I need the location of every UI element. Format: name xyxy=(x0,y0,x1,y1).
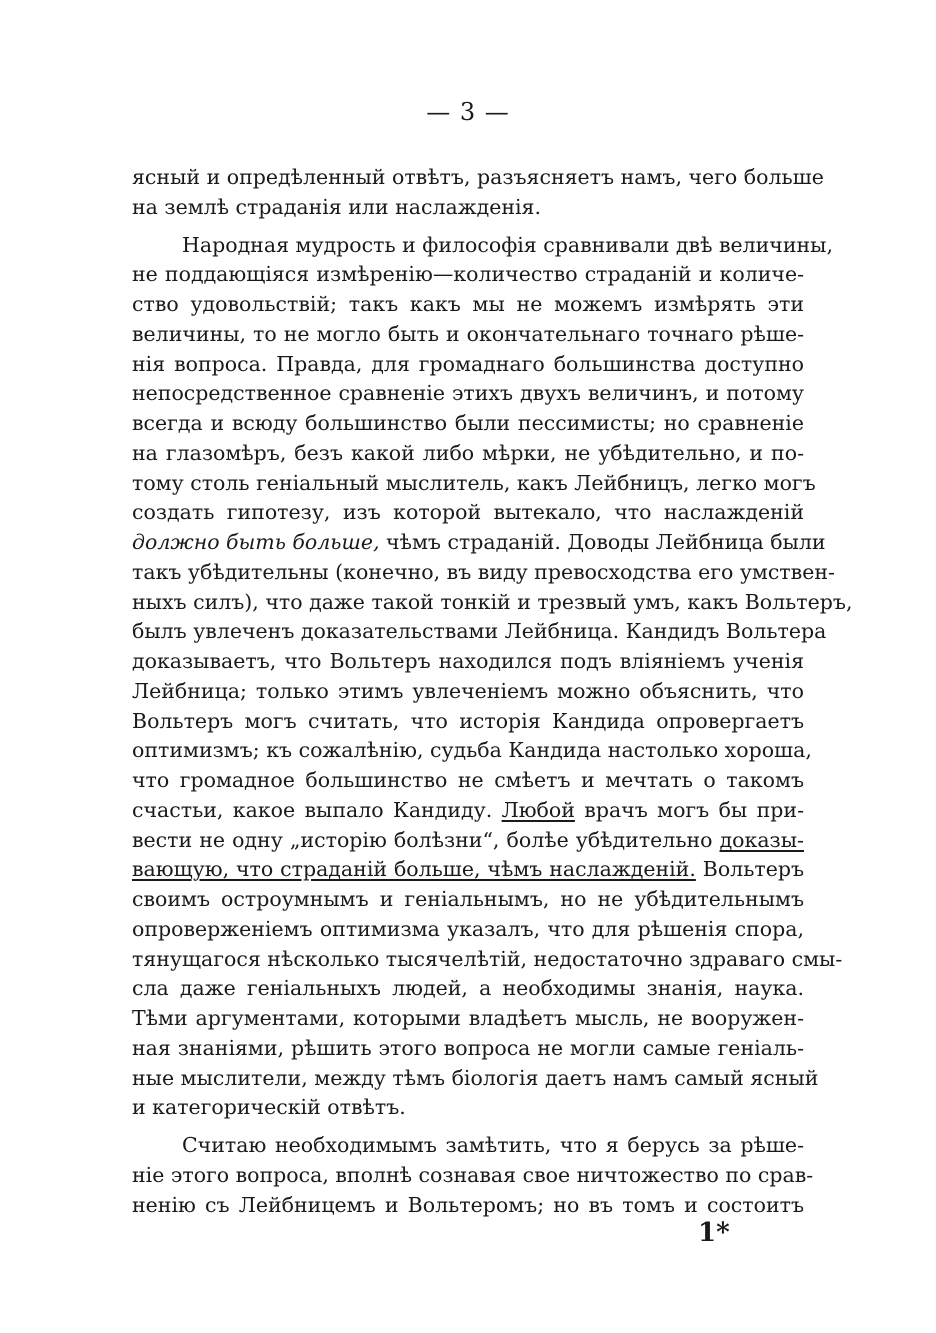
text-line: ясный и опредѣленный отвѣтъ, разъясняетъ намъ, чего больше xyxy=(132,165,824,189)
underlined-phrase: вающую, что страданій больше, чѣмъ наслажденій. xyxy=(132,857,696,882)
text-line xyxy=(132,855,804,885)
text-span: счастьи, какое выпало Кандиду. xyxy=(132,797,502,822)
text-line: ные мыслители, между тѣмъ біологія даетъ намъ самый ясный xyxy=(132,1065,819,1090)
text-line: Вольтеръ могъ считать, что исторія Кандида опровергаетъ xyxy=(132,708,804,733)
text-line xyxy=(132,826,804,856)
text-line: тому столь геніальный мыслитель, какъ Лейбницъ, легко могъ xyxy=(132,470,816,495)
underlined-phrase: Любой xyxy=(501,797,575,822)
text-line: тянущагося нѣсколько тысячелѣтій, недостаточно здраваго смы- xyxy=(132,946,843,971)
text-line: на землѣ страданія или наслажденія. xyxy=(132,194,541,219)
text-line: былъ увлеченъ доказательствами Лейбница. Кандидъ Вольтера xyxy=(132,619,827,644)
text-line: ненію съ Лейбницемъ и Вольтеромъ; но въ томъ и состоитъ xyxy=(132,1192,804,1217)
text-line: Считаю необходимымъ замѣтить, что я берусь за рѣше- xyxy=(182,1133,804,1157)
text-line: Народная мудрость и философія сравнивали двѣ величины, xyxy=(182,232,834,257)
text-line: Тѣми аргументами, которыми владѣетъ мысль, не вооружен- xyxy=(132,1006,804,1030)
text-line: сла даже геніальныхъ людей, а необходимы знанія, наука. xyxy=(132,976,804,1001)
text-line: и категорическій отвѣтъ. xyxy=(132,1095,406,1120)
text-line: всегда и всюду большинство были пессимисты; но сравненіе xyxy=(132,411,804,435)
text-line xyxy=(132,796,804,826)
text-span: чѣмъ страданій. Доводы Лейбница были xyxy=(379,530,826,554)
text-line: нія вопроса. Правда, для громаднаго большинства доступно xyxy=(132,351,804,376)
page-body xyxy=(132,163,853,1220)
text-line: непосредственное сравненіе этихъ двухъ величинъ, и потому xyxy=(132,381,804,406)
text-line: на глазомѣръ, безъ какой либо мѣрки, не убѣдительно, и по- xyxy=(132,440,804,465)
text-line: величины, то не могло быть и окончательнаго точнаго рѣше- xyxy=(132,321,804,346)
text-line: своимъ остроумнымъ и геніальнымъ, но не убѣдительнымъ xyxy=(132,887,804,911)
italic-phrase: должно быть больше, xyxy=(132,530,380,554)
text-line: ніе этого вопроса, вполнѣ сознавая свое ничтожество по срав- xyxy=(132,1162,814,1187)
text-line: создать гипотезу, изъ которой вытекало, что наслажденій xyxy=(132,500,804,525)
text-span: Вольтеръ xyxy=(695,857,804,882)
text-line xyxy=(132,528,826,558)
text-line: опроверженіемъ оптимизма указалъ, что для рѣшенія спора, xyxy=(132,916,804,941)
signature-mark: 1* xyxy=(698,1218,730,1248)
text-line: ство удовольствій; такъ какъ мы не можемъ измѣрять эти xyxy=(132,292,804,316)
text-line: оптимизмъ; къ сожалѣнію, судьба Кандида настолько хороша, xyxy=(132,738,812,763)
text-span: вести не одну „исторію болѣзни“, болѣе убѣдительно xyxy=(132,827,720,852)
text-line: ная знаніями, рѣшить этого вопроса не могли самые геніаль- xyxy=(132,1035,804,1060)
text-line: не поддающіяся измѣренію—количество страданій и количе- xyxy=(132,262,804,287)
text-line: Лейбница; только этимъ увлеченіемъ можно объяснить, что xyxy=(132,678,804,703)
text-line: ныхъ силъ), что даже такой тонкій и трезвый умъ, какъ Вольтеръ, xyxy=(132,589,853,614)
text-line: такъ убѣдительны (конечно, въ виду превосходства его умствен- xyxy=(132,559,835,584)
text-line: доказываетъ, что Вольтеръ находился подъ вліяніемъ ученія xyxy=(132,649,804,673)
underlined-phrase: доказы- xyxy=(719,827,804,852)
text-line: что громадное большинство не смѣетъ и мечтать о такомъ xyxy=(132,768,804,792)
page-number: — 3 — xyxy=(426,98,510,126)
text-span: врачъ могъ бы при- xyxy=(574,797,804,822)
